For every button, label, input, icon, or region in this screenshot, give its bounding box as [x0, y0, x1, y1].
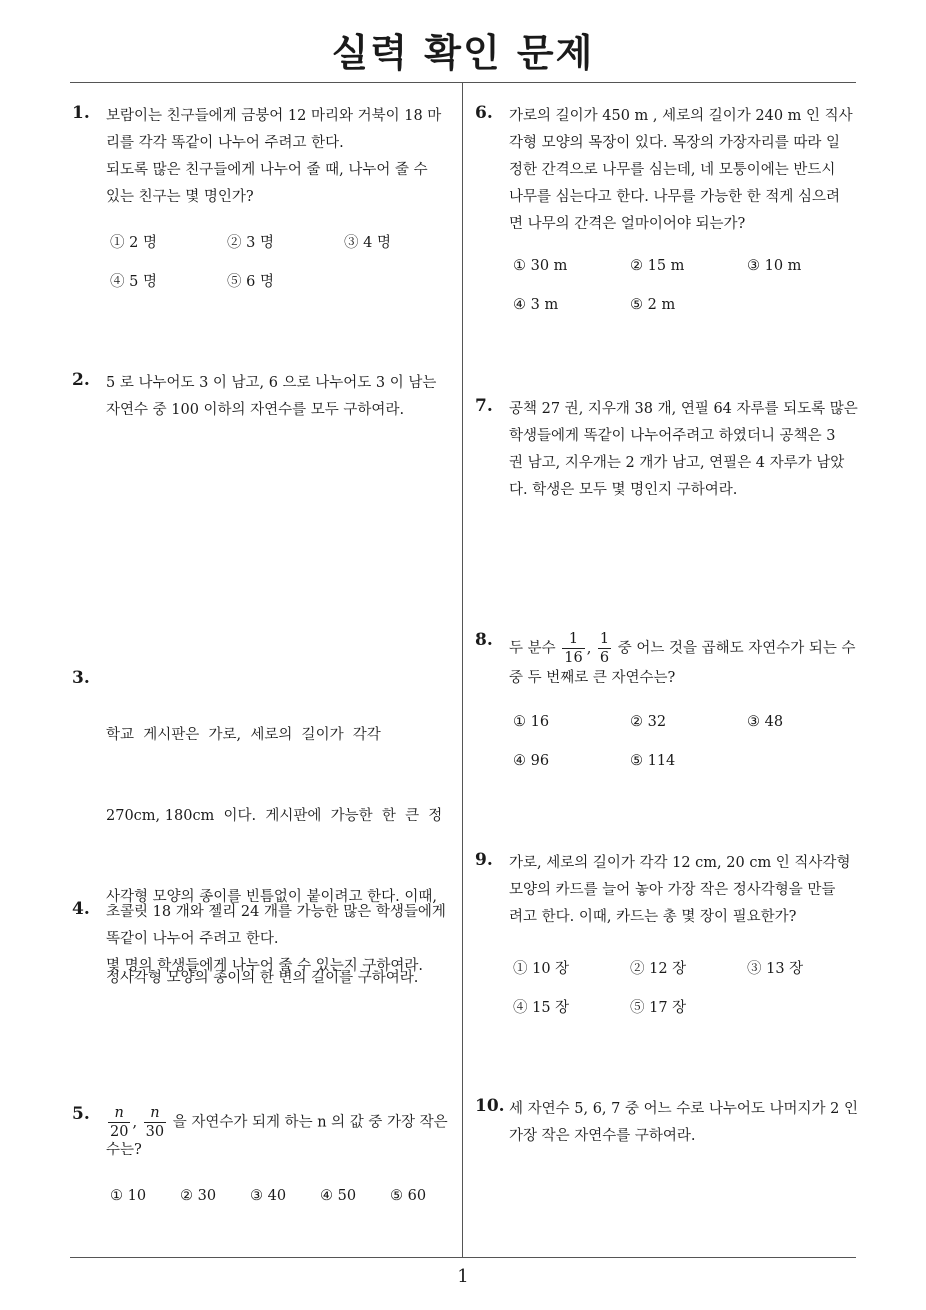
question-text: $\frac{n}{20}$ , $\frac{n}{30}$ 을 자연수가 되게 하는 n 의 값 중 가장 작은 수는?: [106, 1105, 448, 1158]
question-line: 각형 모양의 목장이 있다. 목장의 가장자리를 따라 일: [509, 135, 841, 151]
question-text: [509, 103, 853, 238]
question-line: 세 자연수 5, 6, 7 중 어느 수로 나누어도 나머지가 2 인: [509, 1101, 858, 1117]
column-divider: [462, 83, 463, 1257]
question-line: 중 두 번째로 큰 자연수는?: [509, 670, 676, 686]
choice-4[interactable]: ④ 50: [320, 1188, 357, 1204]
choice-1[interactable]: ① 30 m: [513, 258, 568, 274]
question-2: [72, 370, 462, 430]
question-line: 중 어느 것을 곱해도 자연수가 되는 수: [617, 640, 856, 657]
question-6: [475, 103, 860, 318]
question-line: 공책 27 권, 지우개 38 개, 연필 64 자루를 되도록 많은: [509, 401, 858, 417]
question-line: 다. 학생은 모두 몇 명인지 구하여라.: [509, 482, 738, 498]
choice-3[interactable]: ③ 40: [250, 1188, 287, 1204]
choice-1[interactable]: ① 2 명: [110, 235, 157, 251]
choice-2[interactable]: ② 30: [180, 1188, 217, 1204]
choice-3[interactable]: ③ 10 m: [747, 258, 802, 274]
choice-2[interactable]: ② 3 명: [227, 235, 274, 251]
question-text: [509, 850, 850, 931]
page-title: 실력 확인 문제: [331, 31, 595, 75]
question-text: [509, 1096, 858, 1150]
question-line: 있는 친구는 몇 명인가?: [106, 189, 254, 205]
question-10: [475, 1096, 860, 1156]
page-number: 1: [457, 1266, 469, 1287]
choice-3[interactable]: ③ 48: [747, 714, 784, 730]
question-line: 학생들에게 똑같이 나누어주려고 하였더니 공책은 3: [509, 428, 836, 444]
question-line: 권 남고, 지우개는 2 개가 남고, 연필은 4 자루가 남았: [509, 455, 845, 471]
question-number: 4.: [72, 899, 90, 919]
choice-5[interactable]: ⑤ 114: [630, 753, 676, 769]
choice-5[interactable]: ⑤ 6 명: [227, 274, 274, 290]
question-text: 두 분수 $\frac{1}{16}$ , $\frac{1}{6}$ 중 어느 것을 곱해도 자연수가 되는 수 중 두 번째로 큰 자연수는?: [509, 631, 856, 686]
question-line: 려고 한다. 이때, 카드는 총 몇 장이 필요한가?: [509, 909, 797, 925]
question-number: 5.: [72, 1104, 90, 1124]
question-line: 리를 각각 똑같이 나누어 주려고 한다.: [106, 135, 344, 151]
choice-2[interactable]: ② 12 장: [630, 961, 687, 977]
question-line: 자연수 중 100 이하의 자연수를 모두 구하여라.: [106, 402, 405, 418]
choice-2[interactable]: ② 15 m: [630, 258, 685, 274]
question-number: 2.: [72, 370, 90, 390]
question-text: [106, 899, 446, 980]
question-9: [475, 850, 860, 1030]
question-1: [72, 103, 462, 303]
question-line: 을 자연수가 되게 하는 n 의 값 중 가장 작은: [172, 1114, 448, 1131]
question-7: [475, 396, 860, 506]
fraction: $\frac{n}{20}$: [110, 1105, 129, 1140]
question-number: 10.: [475, 1096, 505, 1116]
question-line: 보람이는 친구들에게 금붕어 12 마리와 거북이 18 마: [106, 108, 442, 124]
header-rule: [70, 82, 856, 83]
question-line: 면 나무의 간격은 얼마이어야 되는가?: [509, 216, 746, 232]
question-line: 나무를 심는다고 한다. 나무를 가능한 한 적게 심으려: [509, 189, 841, 205]
choice-4[interactable]: ④ 96: [513, 753, 550, 769]
choice-3[interactable]: ③ 13 장: [747, 961, 804, 977]
choice-5[interactable]: ⑤ 2 m: [630, 297, 676, 313]
question-line: 정한 간격으로 나무를 심는데, 네 모퉁이에는 반드시: [509, 162, 836, 178]
footer-rule: [70, 1257, 856, 1258]
question-number: 6.: [475, 103, 493, 123]
question-line: 초콜릿 18 개와 젤리 24 개를 가능한 많은 학생들에게: [106, 904, 446, 920]
question-line: 가장 작은 자연수를 구하여라.: [509, 1128, 696, 1144]
choice-2[interactable]: ② 32: [630, 714, 667, 730]
question-8: [475, 630, 860, 780]
question-line: 5 로 나누어도 3 이 남고, 6 으로 나누어도 3 이 남는: [106, 375, 437, 391]
question-line: 사각형 모양의 종이를 빈틈없이 붙이려고 한다. 이때,: [106, 889, 438, 905]
question-line: 되도록 많은 친구들에게 나누어 줄 때, 나누어 줄 수: [106, 162, 428, 178]
choice-1[interactable]: ① 16: [513, 714, 550, 730]
fraction: $\frac{n}{30}$: [145, 1105, 165, 1140]
choice-5[interactable]: ⑤ 17 장: [630, 1000, 687, 1016]
question-line: 수는?: [106, 1142, 142, 1158]
fraction: $\frac{1}{16}$: [564, 631, 583, 666]
choice-4[interactable]: ④ 15 장: [513, 1000, 570, 1016]
question-4: [72, 899, 462, 984]
question-line: 두 분수: [509, 640, 556, 657]
question-line: 가로의 길이가 450 m , 세로의 길이가 240 m 인 직사: [509, 108, 853, 124]
question-number: 8.: [475, 630, 493, 650]
question-text: [509, 396, 858, 504]
question-text: [106, 103, 441, 211]
question-number: 1.: [72, 103, 90, 123]
question-number: 9.: [475, 850, 493, 870]
question-line: 모양의 카드를 늘어 놓아 가장 작은 정사각형을 만들: [509, 882, 836, 898]
question-line: 학교 게시판은 가로, 세로의 길이가 각각: [106, 727, 381, 743]
choice-4[interactable]: ④ 5 명: [110, 274, 157, 290]
question-number: 3.: [72, 668, 90, 688]
choice-1[interactable]: ① 10 장: [513, 961, 570, 977]
choice-5[interactable]: ⑤ 60: [390, 1188, 427, 1204]
question-number: 7.: [475, 396, 493, 416]
question-5: [72, 1104, 462, 1214]
choice-1[interactable]: ① 10: [110, 1188, 147, 1204]
question-text: [106, 370, 436, 424]
fraction: $\frac{1}{6}$: [599, 631, 610, 666]
question-line: 270cm, 180cm 이다. 게시판에 가능한 한 큰 정: [106, 808, 443, 824]
question-line: 정사각형 모양의 종이의 한 변의 길이를 구하여라.: [106, 970, 419, 986]
choice-3[interactable]: ③ 4 명: [344, 235, 391, 251]
question-line: 가로, 세로의 길이가 각각 12 cm, 20 cm 인 직사각형: [509, 855, 851, 871]
question-line: 몇 명의 학생들에게 나누어 줄 수 있는지 구하여라.: [106, 958, 424, 974]
question-text: [106, 668, 442, 1046]
question-line: 똑같이 나누어 주려고 한다.: [106, 931, 279, 947]
choice-4[interactable]: ④ 3 m: [513, 297, 559, 313]
